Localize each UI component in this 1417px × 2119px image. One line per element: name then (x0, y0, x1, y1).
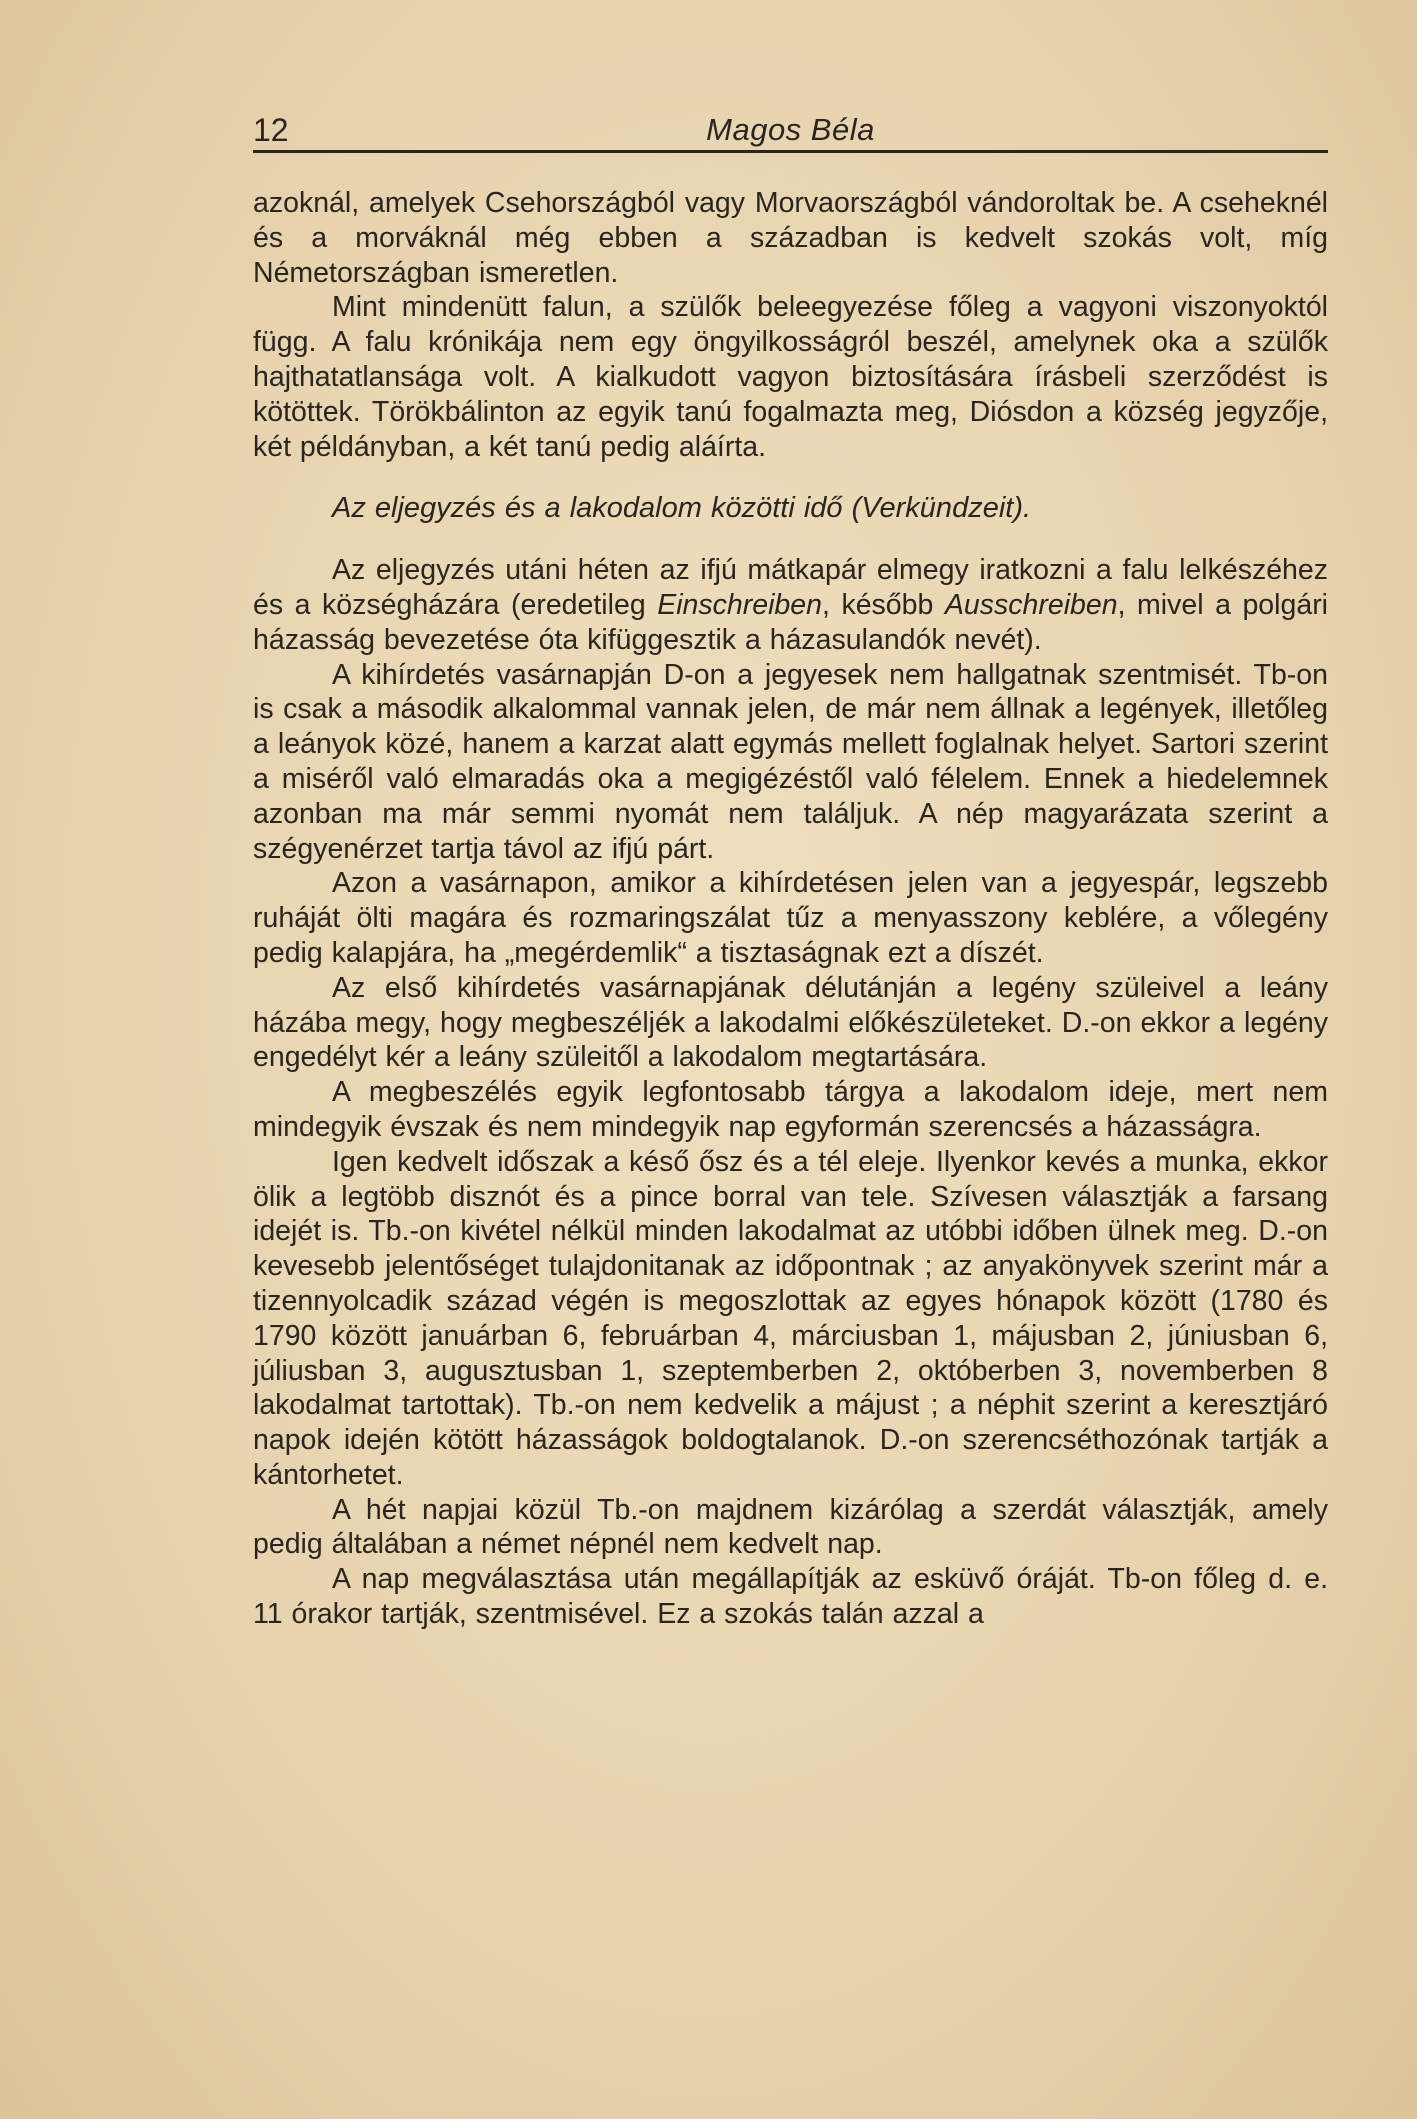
paragraph-6: Az első kihírdetés vasárnapjának délutánján a legény szüleivel a leány házába megy, hogy megbeszéljék a lakodalmi előkészületeket. D.-on ekkor a legény engedélyt kér a leány szüleitől a lakodalom megtartására. (253, 971, 1328, 1074)
paragraph-4: A kihírdetés vasárnapján D-on a jegyesek nem hallgatnak szentmisét. Tb-on is csak a második alkalommal vannak jelen, de már nem állnak a legények, illetőleg a leányok közé, hanem a karzat alatt egymás mellett foglalnak helyet. Sartori szerint a miséről való elmaradás oka a megigézéstől való félelem. Ennek a hiedelemnek azonban ma már semmi nyomát nem találjuk. A nép magyarázata szerint a szégyenérzet tartja távol az ifjú párt. (253, 658, 1328, 865)
term-ausschreiben: Ausschreiben (944, 588, 1118, 621)
paragraph-3-part-a: Az eljegyzés utáni héten az ifjú mátkapár elmegy iratkozni a falu lelkészéhez és a községházára (eredetileg (253, 554, 1328, 621)
paragraph-9: A hét napjai közül Tb.-on majdnem kizárólag a szerdát választják, amely pedig általában a német népnél nem kedvelt nap. (253, 1493, 1328, 1561)
page-number: 12 (253, 112, 289, 148)
page-header (253, 108, 1328, 154)
paragraph-10: A nap megválasztása után megállapítják az esküvő óráját. Tb-on főleg d. e. 11 órakor tartják, szentmisével. Ez a szokás talán azzal a (253, 1563, 1328, 1631)
section-title: Az eljegyzés és a lakodalom közötti idő (Verkündzeit). (332, 492, 1032, 525)
paragraph-2: Mint mindenütt falun, a szülők beleegyezése főleg a vagyoni viszonyoktól függ. A falu krónikája nem egy öngyilkosságról beszél, amelynek oka a szülők hajthatatlansága volt. A kialkudott vagyon biztosítására írásbeli szerződést is kötöttek. Törökbálinton az egyik tanú fogalmazta meg, Diósdon a község jegyzője, két példányban, a két tanú pedig aláírta. (253, 291, 1328, 463)
paragraph-3 (253, 553, 1328, 657)
running-head: Magos Béla (706, 112, 875, 147)
paragraph-3-part-b: , később (821, 588, 945, 621)
paragraph-8: Igen kedvelt időszak a késő ősz és a tél eleje. Ilyenkor kevés a munka, ekkor ölik a legtöbb disznót és a pince borral van tele. Szívesen választják a farsang idejét is. Tb.-on kivétel nélkül minden lakodalmat az utóbbi időben ülnek meg. D.-on kevesebb jelentőséget tulajdonitanak az időpontnak ; az anyakönyvek szerint már a tizennyolcadik század végén is megoszlottak az egyes hónapok között (1780 és 1790 között januárban 6, februárban 4, márciusban 1, májusban 2, júniusban 6, júliusban 3, augusztusban 1, szeptemberben 2, októberben 3, novemberben 8 lakodalmat tartottak). Tb.-on nem kedvelik a májust ; a néphit szerint a keresztjáró napok idején kötött házasságok boldogtalanok. D.-on szerencséthozónak tartják a kántorhetet. (253, 1145, 1328, 1491)
paragraph-7: A megbeszélés egyik legfontosabb tárgya a lakodalom ideje, mert nem mindegyik évszak és nem mindegyik nap egyformán szerencsés a házasságra. (253, 1076, 1328, 1143)
term-einschreiben: Einschreiben (657, 588, 822, 621)
header-rule (253, 150, 1328, 153)
paragraph-3-part-c: , mivel a polgári házasság bevezetése óta kifüggesztik a házasulandók nevét). (253, 588, 1329, 656)
paragraph-5: Azon a vasárnapon, amikor a kihírdetésen jelen van a jegyespár, legszebb ruháját ölti magára és rozmaringszálat tűz a menyasszony keblére, a vőlegény pedig kalapjára, ha „megérdemlik“ a tisztaságnak ezt a díszét. (253, 867, 1328, 969)
body-text (253, 186, 1328, 1632)
paragraph-1: azoknál, amelyek Csehországból vagy Morvaországból vándoroltak be. A cseheknél és a morváknál még ebben a században is kedvelt szokás volt, míg Németországban ismeretlen. (253, 187, 1328, 289)
